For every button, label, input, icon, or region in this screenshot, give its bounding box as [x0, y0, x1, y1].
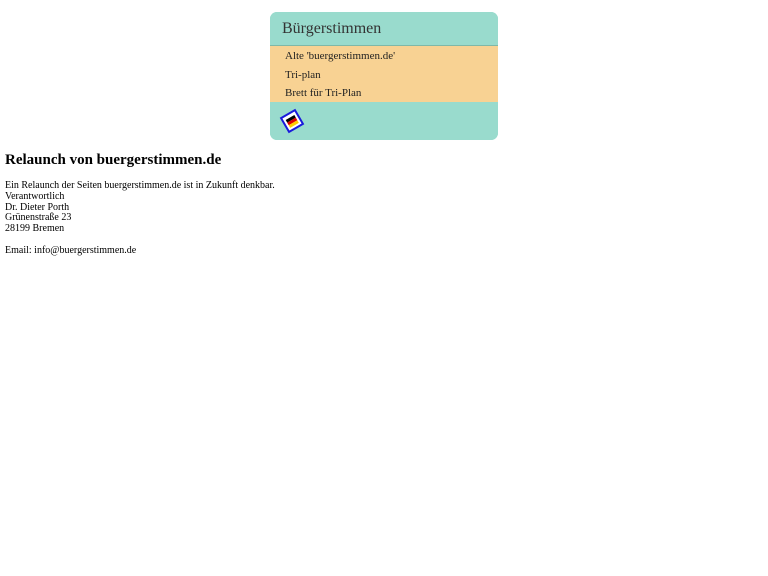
contact-name: Dr. Dieter Porth — [5, 201, 70, 213]
menu-item-brett-tri-plan[interactable]: Brett für Tri-Plan — [285, 87, 362, 99]
german-flag-icon[interactable] — [278, 107, 306, 135]
menu-item-alte-buergerstimmen[interactable]: Alte 'buergerstimmen.de' — [285, 50, 396, 62]
page-title: Relaunch von buergerstimmen.de — [5, 152, 222, 168]
menu-item-tri-plan[interactable]: Tri-plan — [285, 68, 321, 81]
main-content — [5, 148, 705, 257]
contact-city: 28199 Bremen — [5, 223, 65, 235]
nav-menu-card — [270, 12, 498, 140]
menu-title: Bürgerstimmen — [270, 12, 498, 46]
contact-street: Grünenstraße 23 — [5, 212, 72, 224]
body-text — [5, 181, 705, 257]
contact-email[interactable]: Email: info@buergerstimmen.de — [5, 244, 137, 256]
menu-list — [270, 46, 498, 102]
intro-text: Ein Relaunch der Seiten buergerstimmen.de ist in Zukunft denkbar. — [5, 180, 275, 191]
responsible-label: Verantwortlich — [5, 190, 65, 202]
menu-footer — [270, 102, 498, 140]
